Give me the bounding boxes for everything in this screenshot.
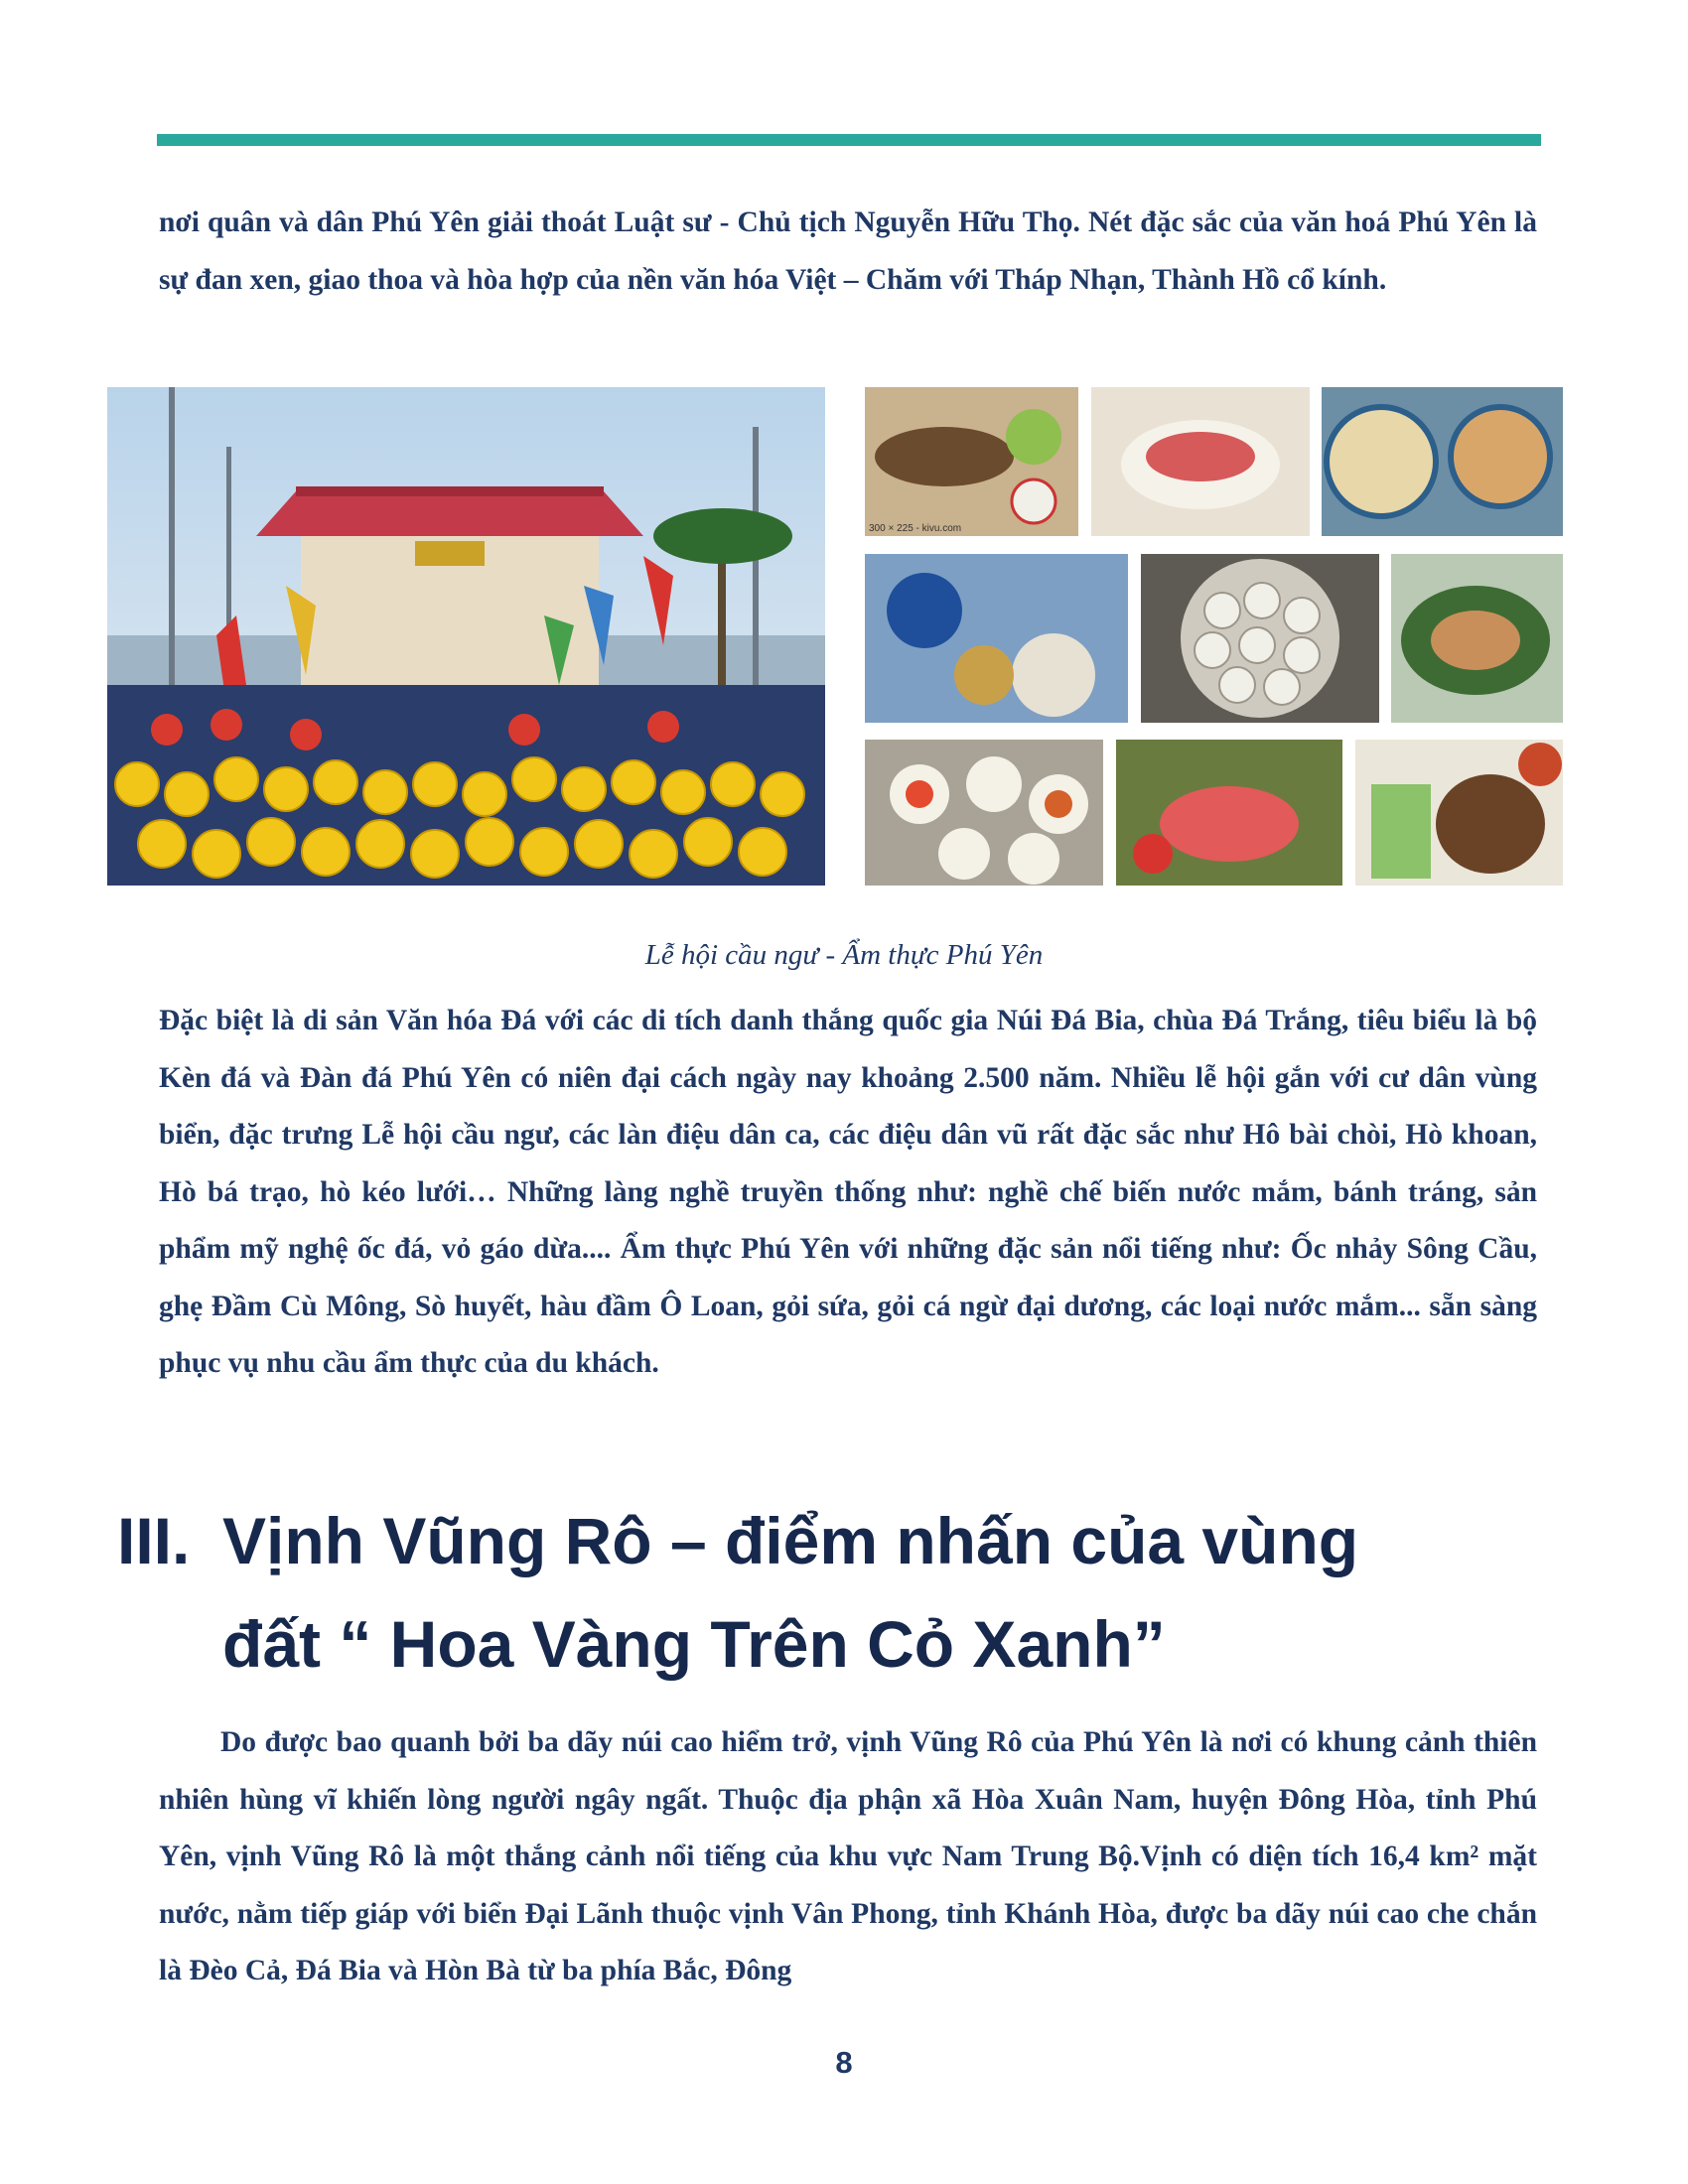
header-rule (157, 134, 1541, 146)
figure-caption: Lễ hội cầu ngư - Ẩm thực Phú Yên (644, 939, 1044, 971)
food-photo-watermark: 300 × 225 - kivu.com (869, 523, 962, 534)
festival-photo (107, 387, 825, 886)
paragraph-intro: nơi quân và dân Phú Yên giải thoát Luật sư - Chủ tịch Nguyễn Hữu Thọ. Nét đặc sắc của văn hoá Phú Yên là sự đan xen, giao thoa và hòa hợp của nền văn hóa Việt – Chăm với Tháp Nhạn, Thành Hồ cổ kính. (159, 206, 1537, 296)
food-collage-photo (865, 387, 1563, 886)
paragraph-vung-ro: Do được bao quanh bởi ba dãy núi cao hiểm trở, vịnh Vũng Rô của Phú Yên là nơi có khung cảnh thiên nhiên hùng vĩ khiến lòng người ngây ngất. Thuộc địa phận xã Hòa Xuân Nam, huyện Đông Hòa, tỉnh Phú Yên, vịnh Vũng Rô là một thắng cảnh nổi tiếng của khu vực Nam Trung Bộ.Vịnh có diện tích 16,4 km² mặt nước, nằm tiếp giáp với biển Đại Lãnh thuộc vịnh Vân Phong, tỉnh Khánh Hòa, được ba dãy núi cao che chắn là Đèo Cả, Đá Bia và Hòn Bà từ ba phía Bắc, Đông (159, 1726, 1537, 1986)
section-heading (117, 1489, 1547, 1696)
page-number: 8 (835, 2045, 853, 2080)
paragraph-heritage: Đặc biệt là di sản Văn hóa Đá với các di tích danh thắng quốc gia Núi Đá Bia, chùa Đá Trắng, tiêu biểu là bộ Kèn đá và Đàn đá Phú Yên có niên đại cách ngày nay khoảng 2.500 năm. Nhiều lễ hội gắn với cư dân vùng biển, đặc trưng Lễ hội cầu ngư, các làn điệu dân ca, các điệu dân vũ rất đặc sắc như Hô bài chòi, Hò khoan, Hò bá trạo, hò kéo lưới… Những làng nghề truyền thống như: nghề chế biến nước mắm, bánh tráng, sản phẩm mỹ nghệ ốc đá, vỏ gáo dừa.... Ẩm thực Phú Yên với những đặc sản nổi tiếng như: Ốc nhảy Sông Cầu, ghẹ Đầm Cù Mông, Sò huyết, hàu đầm Ô Loan, gỏi sứa, gỏi cá ngừ đại dương, các loại nước mắm... sẵn sàng phục vụ nhu cầu ẩm thực của du khách. (159, 1005, 1537, 1379)
section-title-line-2: đất “ Hoa Vàng Trên Cỏ Xanh” (222, 1607, 1166, 1681)
section-number: III. (117, 1504, 191, 1577)
section-title-line-1: Vịnh Vũng Rô – điểm nhấn của vùng (222, 1504, 1359, 1577)
